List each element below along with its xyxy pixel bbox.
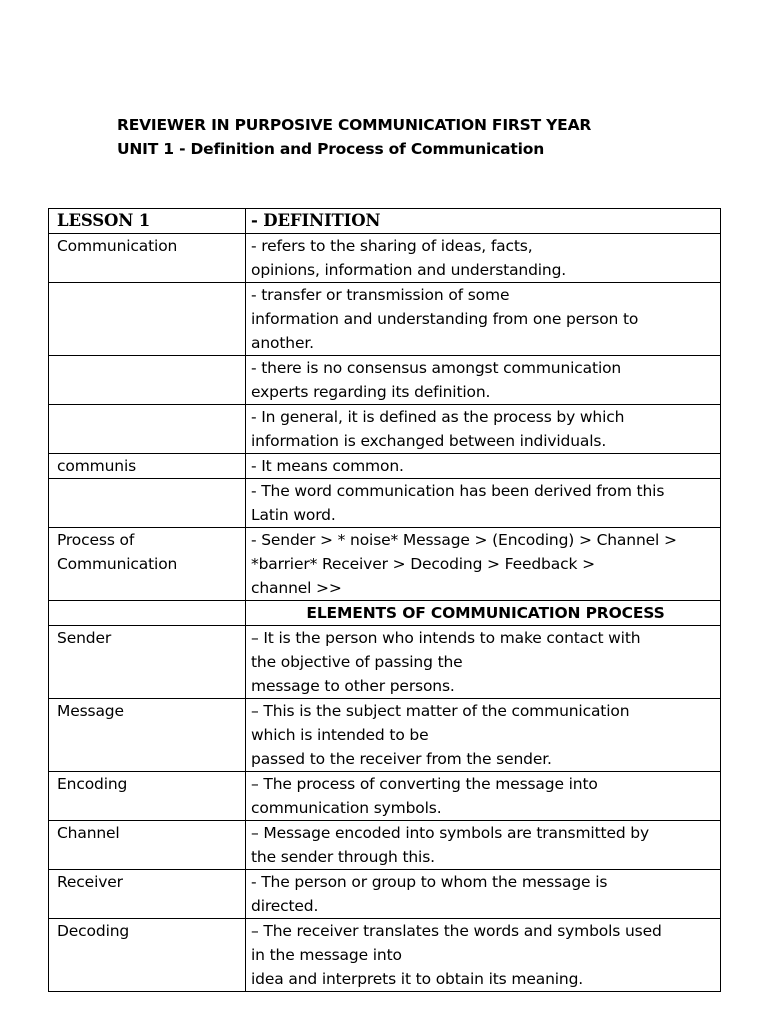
description-cell: – The process of converting the message into communication symbols. [246,772,721,821]
description-cell: - transfer or transmission of some information and understanding from one person to another. [246,283,721,356]
table-row [49,283,721,356]
table-row [49,234,721,283]
description-cell: – This is the subject matter of the communication which is intended to be passed to the receiver from the sender. [246,699,721,772]
term-cell [49,283,246,356]
description-cell: - refers to the sharing of ideas, facts, opinions, information and understanding. [246,234,721,283]
document-subtitle: UNIT 1 - Definition and Process of Communication [117,140,545,158]
table-row [49,699,721,772]
term-cell: Channel [49,821,246,870]
table-row [49,821,721,870]
term-cell: Decoding [49,919,246,992]
table-header-row [49,209,721,234]
description-cell: - there is no consensus amongst communication experts regarding its definition. [246,356,721,405]
definition-label: - DEFINITION [246,209,721,234]
document-title: REVIEWER IN PURPOSIVE COMMUNICATION FIRST YEAR [117,116,592,134]
term-cell [49,405,246,454]
lesson-label: LESSON 1 [49,209,246,234]
table-row [49,870,721,919]
term-cell: Receiver [49,870,246,919]
description-cell: - In general, it is defined as the process by which information is exchanged between individuals. [246,405,721,454]
description-cell: - The word communication has been derived from this Latin word. [246,479,721,528]
term-cell: Sender [49,626,246,699]
term-cell [49,601,246,626]
term-cell [49,479,246,528]
document-header [117,113,591,161]
table-row [49,356,721,405]
term-cell: Message [49,699,246,772]
table-row [49,919,721,992]
description-cell: - The person or group to whom the message is directed. [246,870,721,919]
term-cell: Communication [49,234,246,283]
term-cell [49,356,246,405]
table-row [49,479,721,528]
table-row [49,626,721,699]
section-title: ELEMENTS OF COMMUNICATION PROCESS [246,601,721,626]
reviewer-table [48,208,721,992]
description-cell: – Message encoded into symbols are transmitted by the sender through this. [246,821,721,870]
term-cell: Process of Communication [49,528,246,601]
table-row [49,454,721,479]
table-row [49,772,721,821]
description-cell: – It is the person who intends to make contact with the objective of passing the message to other persons. [246,626,721,699]
section-header-row [49,601,721,626]
table-row [49,405,721,454]
description-cell: – The receiver translates the words and symbols used in the message into idea and interprets it to obtain its meaning. [246,919,721,992]
description-cell: - Sender > * noise* Message > (Encoding) > Channel > *barrier* Receiver > Decoding > Feedback > channel >> [246,528,721,601]
table-row [49,528,721,601]
term-cell: Encoding [49,772,246,821]
description-cell: - It means common. [246,454,721,479]
term-cell: communis [49,454,246,479]
